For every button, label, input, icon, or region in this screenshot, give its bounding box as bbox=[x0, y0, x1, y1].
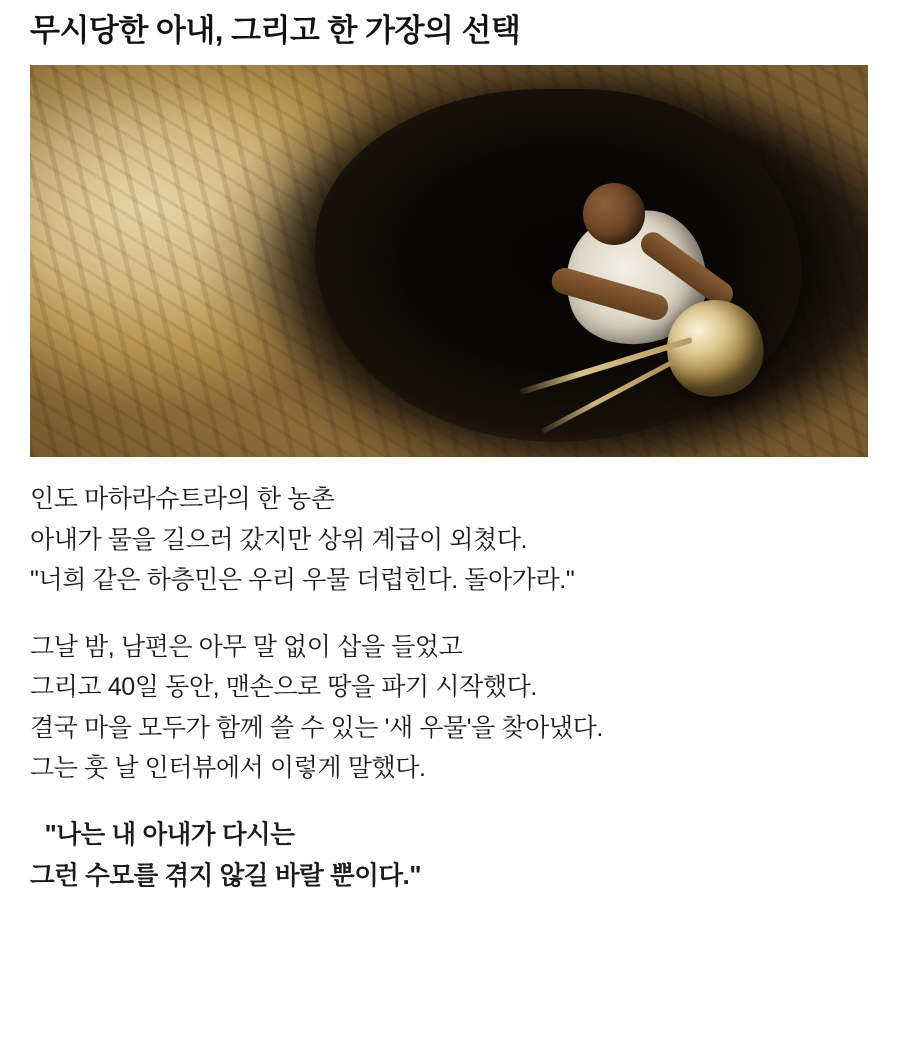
article-page bbox=[0, 12, 900, 1055]
text-line: 아내가 물을 길으러 갔지만 상위 계급이 외쳤다. bbox=[30, 525, 528, 554]
article-body bbox=[30, 479, 870, 897]
photo-background bbox=[30, 65, 868, 457]
text-line: "너희 같은 하층민은 우리 우물 더럽힌다. 돌아가라." bbox=[30, 566, 575, 595]
text-line: 그는 훗 날 인터뷰에서 이렇게 말했다. bbox=[30, 754, 426, 783]
paragraph-quote bbox=[30, 815, 870, 898]
paragraph-intro bbox=[30, 479, 870, 601]
text-line: 그리고 40일 동안, 맨손으로 땅을 파기 시작했다. bbox=[30, 673, 537, 702]
quote-line: 그런 수모를 겪지 않길 바랄 뿐이다." bbox=[30, 861, 422, 890]
paragraph-story bbox=[30, 627, 870, 789]
article-photo bbox=[30, 65, 868, 457]
quote-line: "나는 내 아내가 다시는 bbox=[38, 820, 295, 849]
page-title: 무시당한 아내, 그리고 한 가장의 선택 bbox=[30, 13, 521, 48]
text-line: 결국 마을 모두가 함께 쓸 수 있는 '새 우물'을 찾아냈다. bbox=[30, 713, 603, 742]
text-line: 인도 마하라슈트라의 한 농촌 bbox=[30, 485, 335, 514]
text-line: 그날 밤, 남편은 아무 말 없이 삽을 들었고 bbox=[30, 632, 463, 661]
photo-vignette bbox=[30, 65, 868, 457]
